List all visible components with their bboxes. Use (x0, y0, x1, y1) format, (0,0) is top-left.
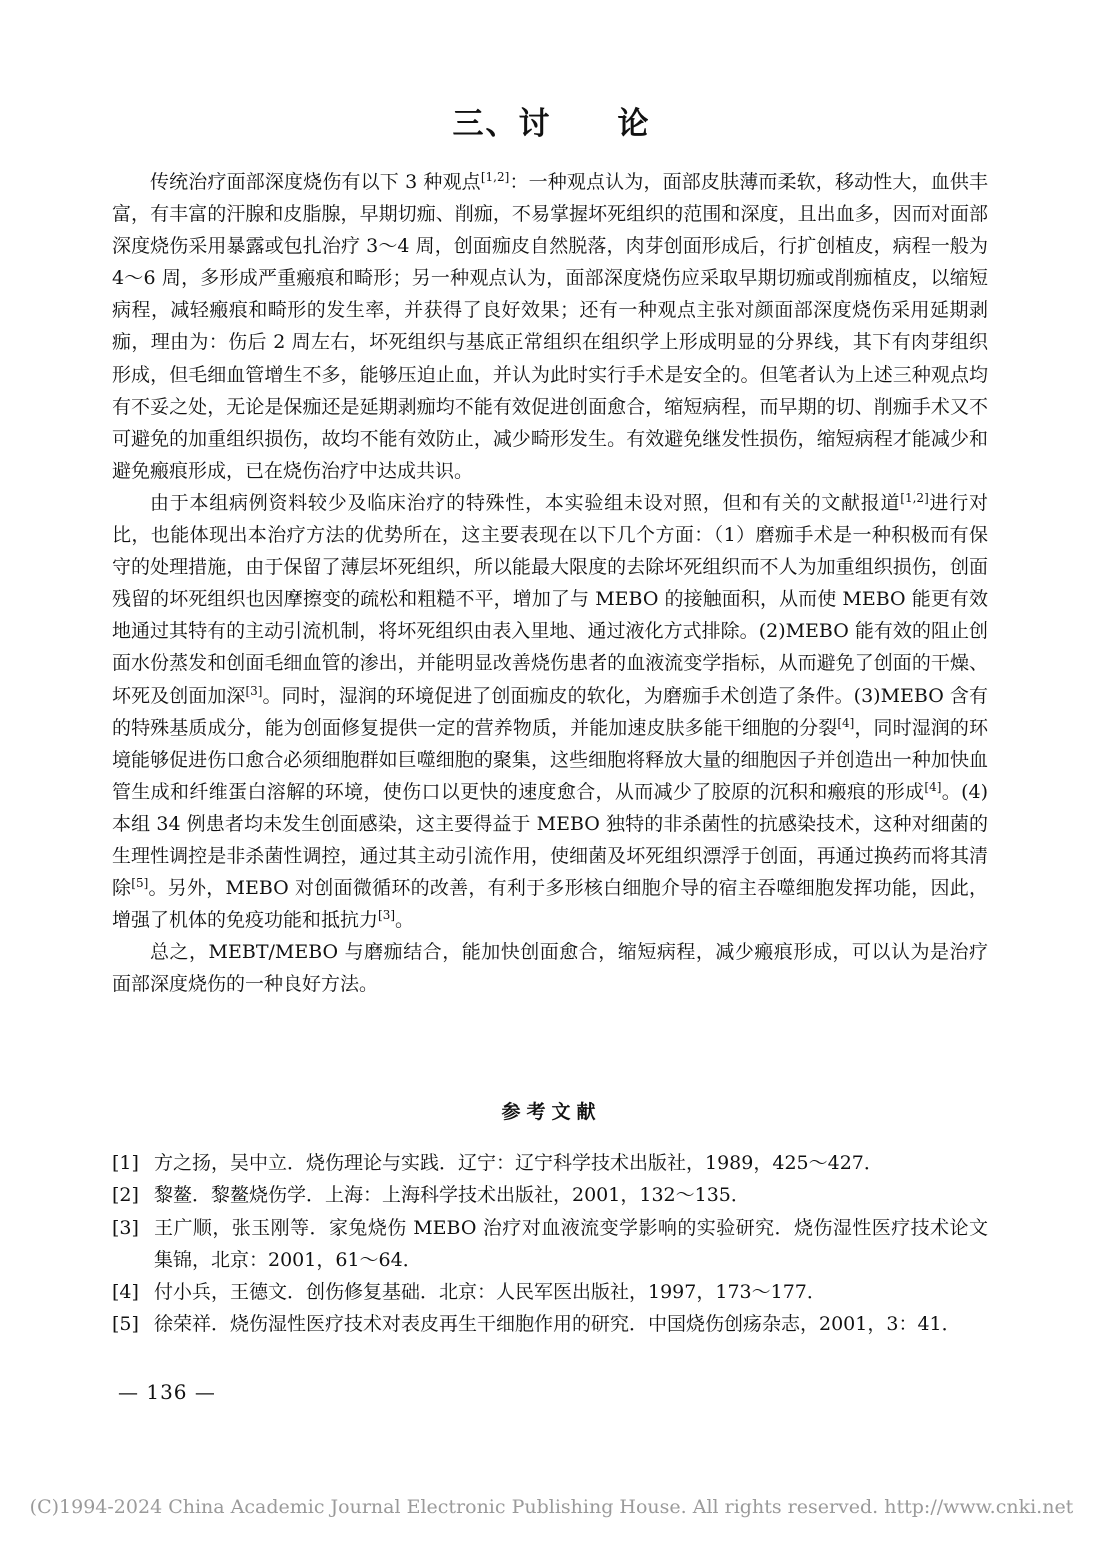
citation: [1,2] (900, 490, 929, 505)
reference-number: [4] (112, 1281, 139, 1304)
paragraph-text: 进行对比，也能体现出本治疗方法的优势所在，这主要表现在以下几个方面：（1）磨痂手术是一种积极而有保守的处理措施，由于保留了薄层坏死组织，所以能最大限度的去除坏死组织而不人为加重组织损伤，创面残留的坏死组织也因摩擦变的疏松和粗糙不平，增加了与 MEBO 的接触面积，从而使 MEBO 能更有效地通过其特有的主动引流机制，将坏死组织由表入里地、通过液化方式排除。(2)MEBO 能有效的阻止创面水份蒸发和创面毛细血管的渗出，并能明显改善烧伤患者的血液流变学指标，从而避免了创面的干燥、坏死及创面加深 (112, 491, 988, 707)
citation: [5] (131, 876, 149, 891)
section-title: 三、讨 论 (452, 106, 651, 142)
reference-item (112, 1147, 988, 1179)
page-number: — 136 — (118, 1380, 216, 1404)
reference-item (112, 1212, 988, 1277)
paragraph-text: 由于本组病例资料较少及临床治疗的特殊性，本实验组未设对照，但和有关的文献报道 (150, 491, 901, 514)
reference-number: [3] (112, 1216, 139, 1239)
references-heading: 参考文献 (501, 1101, 602, 1123)
discussion-body (112, 166, 988, 1000)
reference-item (112, 1308, 988, 1340)
reference-number: [2] (112, 1184, 139, 1207)
references-list (112, 1147, 988, 1341)
citation: [3] (378, 908, 396, 923)
reference-number: [1] (112, 1152, 139, 1174)
paragraph-2 (112, 487, 988, 936)
reference-text: 徐荣祥．烧伤湿性医疗技术对表皮再生干细胞作用的研究．中国烧伤创疡杂志，2001，3：41． (154, 1313, 961, 1336)
paragraph-3 (112, 936, 988, 1000)
reference-text: 方之扬，吴中立．烧伤理论与实践．辽宁：辽宁科学技术出版社，1989，425～427． (154, 1152, 883, 1174)
reference-item (112, 1179, 988, 1211)
copyright-footer: (C)1994-2024 China Academic Journal Electronic Publishing House. All rights reserved. http://www.cnki.net (29, 1496, 1074, 1518)
reference-text: 付小兵，王德文．创伤修复基础．北京：人民军医出版社，1997，173～177． (154, 1281, 826, 1304)
paragraph-1 (112, 166, 988, 487)
paragraph-text: ，同时湿润的环境能够促进伤口愈合必须细胞群如巨噬细胞的聚集，这些细胞将释放大量的细胞因子并创造出一种加快血管生成和纤维蛋白溶解的环境，使伤口以更快的速度愈合，从而减少了胶原的沉积和瘢痕的形成 (112, 716, 988, 803)
citation: [1,2] (480, 170, 510, 184)
reference-item (112, 1276, 988, 1308)
reference-number: [5] (112, 1313, 139, 1336)
reference-text: 王广顺，张玉刚等．家兔烧伤 MEBO 治疗对血液流变学影响的实验研究．烧伤湿性医疗技术论文集锦，北京：2001，61～64． (154, 1216, 988, 1271)
citation: [4] (837, 715, 855, 730)
paragraph-text: 。同时，湿润的环境促进了创面痂皮的软化，为磨痂手术创造了条件。(3)MEBO 含有的特殊基质成分，能为创面修复提供一定的营养物质，并能加速皮肤多能干细胞的分裂 (112, 684, 988, 739)
paragraph-text: 。另外，MEBO 对创面微循环的改善，有利于多形核白细胞介导的宿主吞噬细胞发挥功能，因此，增强了机体的免疫功能和抵抗力 (112, 877, 988, 932)
paragraph-text: 。 (395, 909, 415, 932)
citation: [4] (924, 779, 942, 794)
paragraph-text: ：一种观点认为，面部皮肤薄而柔软，移动性大，血供丰富，有丰富的汗腺和皮脂腺，早期切痂、削痂，不易掌握坏死组织的范围和深度，且出血多，因而对面部深度烧伤采用暴露或包扎治疗 3～4 周，创面痂皮自然脱落，肉芽创面形成后，行扩创植皮，病程一般为 4～6 周，多形成严重瘢痕和畸形；另一种观点认为，面部深度烧伤应采取早期切痂或削痂植皮，以缩短病程，减轻瘢痕和畸形的发生率，并获得了良好效果；还有一种观点主张对颜面部深度烧伤采用延期剥痂，理由为：伤后 2 周左右，坏死组织与基底正常组织在组织学上形成明显的分界线，其下有肉芽组织形成，但毛细血管增生不多，能够压迫止血，并认为此时实行手术是安全的。但笔者认为上述三种观点均有不妥之处，无论是保痂还是延期剥痂均不能有效促进创面愈合，缩短病程，而早期的切、削痂手术又不可避免的加重组织损伤，故均不能有效防止，减少畸形发生。有效避免继发性损伤，缩短病程才能减少和避免瘢痕形成，已在烧伤治疗中达成共识。 (112, 171, 988, 482)
paragraph-text: 总之，MEBT/MEBO 与磨痂结合，能加快创面愈合，缩短病程，减少瘢痕形成，可以认为是治疗面部深度烧伤的一种良好方法。 (112, 941, 988, 996)
reference-text: 黎鳌．黎鳌烧伤学．上海：上海科学技术出版社，2001，132～135． (154, 1184, 750, 1207)
paragraph-text: 传统治疗面部深度烧伤有以下 3 种观点 (150, 171, 481, 193)
citation: [3] (245, 683, 263, 698)
paragraph-text: 。(4)本组 34 例患者均未发生创面感染，这主要得益于 MEBO 独特的非杀菌性的抗感染技术，这种对细菌的生理性调控是非杀菌性调控，通过其主动引流作用，使细菌及坏死组织漂浮于创面，再通过换药而将其清除 (112, 780, 988, 900)
